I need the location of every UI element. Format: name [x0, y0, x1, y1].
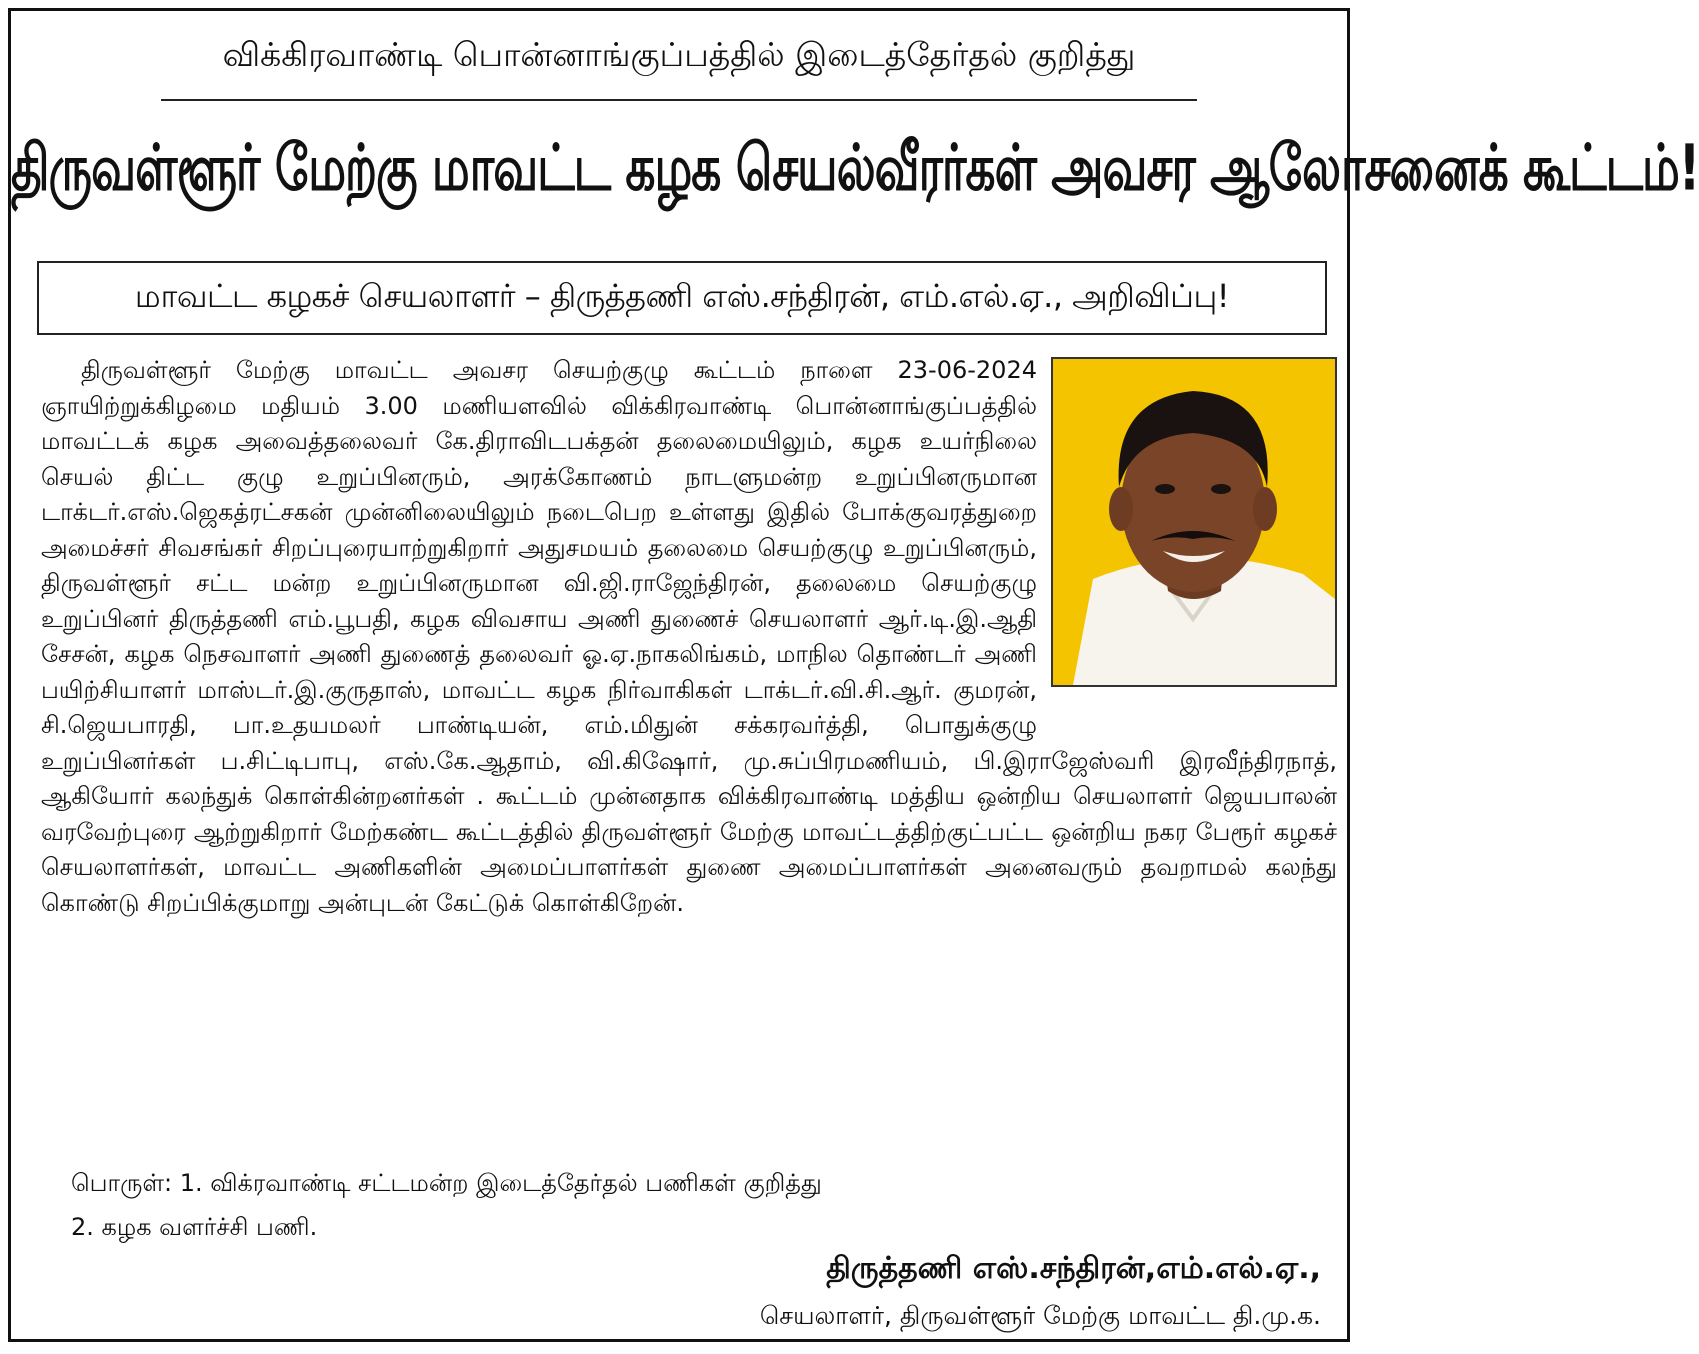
headline: திருவள்ளூர் மேற்கு மாவட்ட கழக செயல்வீரர்கள் அவசர ஆலோசனைக் கூட்டம்!	[11, 131, 1699, 206]
signature-title: செயலாளர், திருவள்ளூர் மேற்கு மாவட்ட தி.மு.க.	[759, 1301, 1321, 1330]
announcement-box	[37, 261, 1327, 335]
announcement-text: மாவட்ட கழகச் செயலாளர் – திருத்தணி எஸ்.சந்திரன், எம்.எல்.ஏ., அறிவிப்பு!	[134, 277, 1230, 315]
subject-line-2: 2. கழக வளர்ச்சி பணி.	[71, 1213, 318, 1241]
signature-name: திருத்தணி எஸ்.சந்திரன்,எம்.எல்.ஏ.,	[826, 1251, 1321, 1286]
subject-line-1: பொருள்: 1. விக்ரவாண்டி சட்டமன்ற இடைத்தேர்தல் பணிகள் குறித்து	[71, 1169, 822, 1197]
portrait-image	[1053, 359, 1335, 685]
body-paragraph: திருவள்ளூர் மேற்கு மாவட்ட அவசர செயற்குழு கூட்டம் நாளை 23-06-2024 ஞாயிற்றுக்கிழமை மதியம் 3.00 மணியளவில் விக்கிரவாண்டி பொன்னாங்குப்பத்தில் மாவட்டக் கழக அவைத்தலைவர் கே.திராவிடபக்தன் தலைமையிலும், கழக உயர்நிலை செயல் திட்ட குழு உறுப்பினரும், அரக்கோணம் நாடளுமன்ற உறுப்பினருமான டாக்டர்.எஸ்.ஜெகத்ரட்சகன் முன்னிலையிலும் நடைபெற உள்ளது இதில் போக்குவரத்துறை அமைச்சர் சிவசங்கர் சிறப்புரையாற்றுகிறார் அதுசமயம் தலைமை செயற்குழு உறுப்பினரும், திருவள்ளூர் சட்ட மன்ற உறுப்பினருமான வி.ஜி.ராஜேந்திரன், தலைமை செயற்குழு உறுப்பினர் திருத்தணி எம்.பூபதி, கழக விவசாய அணி துணைச் செயலாளர் ஆர்.டி.இ.ஆதி சேசன், கழக நெசவாளர் அணி துணைத் தலைவர் ஓ.ஏ.நாகலிங்கம், மாநில தொண்டர் அணி பயிற்சியாளர் மாஸ்டர்.இ.குருதாஸ், மாவட்ட கழக நிர்வாகிகள் டாக்டர்.வி.சி.ஆர். குமரன், சி.ஜெயபாரதி, பா.உதயமலர் பாண்டியன், எம்.மிதுன் சக்கரவர்த்தி, பொதுக்குழு உறுப்பினர்கள் ப.சிட்டிபாபு, எஸ்.கே.ஆதாம், வி.கிஷோர், மு.சுப்பிரமணியம், பி.இராஜேஸ்வரி இரவீந்திரநாத், ஆகியோர் கலந்துக் கொள்கின்றனர்கள் . கூட்டம் முன்னதாக விக்கிரவாண்டி மத்திய ஒன்றிய செயலாளர் ஜெயபாலன் வரவேற்புரை ஆற்றுகிறார் மேற்கண்ட கூட்டத்தில் திருவள்ளூர் மேற்கு மாவட்டத்திற்குட்பட்ட ஒன்றிய நகர பேரூர் கழகச் செயலாளர்கள், மாவட்ட அணிகளின் அமைப்பாளர்கள் துணை அமைப்பாளர்கள் அனைவரும் தவறாமல் கலந்து கொண்டு சிறப்பிக்குமாறு அன்புடன் கேட்டுக் கொள்கிறேன்.	[41, 356, 1337, 917]
portrait-photo	[1051, 357, 1337, 687]
subheading: விக்கிரவாண்டி பொன்னாங்குப்பத்தில் இடைத்தேர்தல் குறித்து	[222, 35, 1136, 74]
subject-block	[71, 1161, 822, 1249]
notice-frame	[8, 8, 1699, 1342]
